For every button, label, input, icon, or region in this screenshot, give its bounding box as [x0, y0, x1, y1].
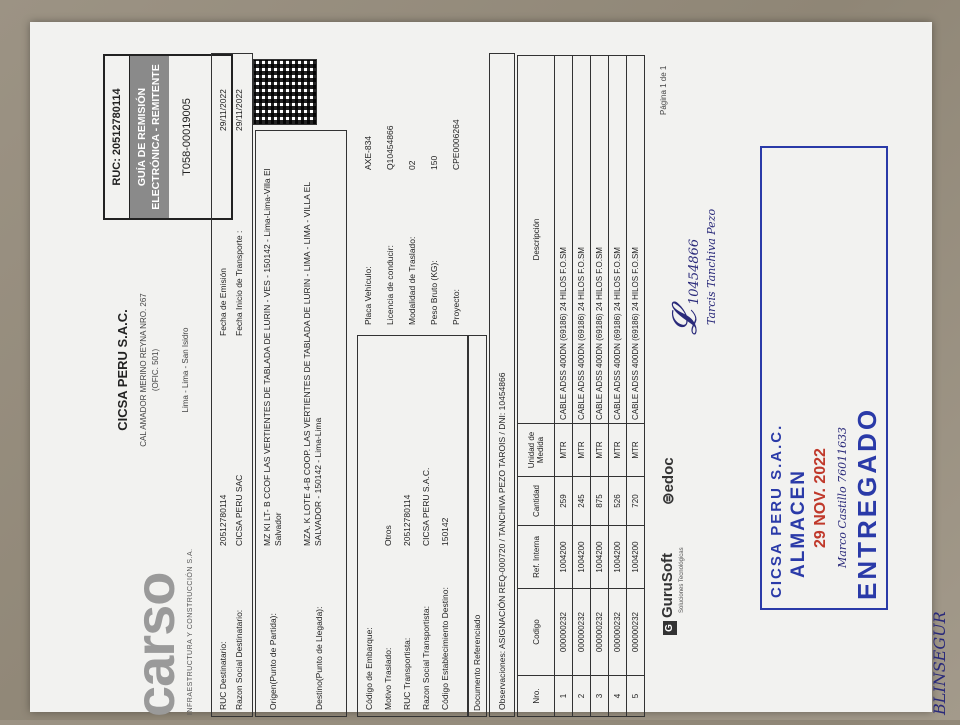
page-number: Página 1 de 1: [659, 65, 668, 115]
observaciones-text: Observaciones: ASIGNACIÓN REQ-000720 / TANCHIVA PEZO TAROIS / DNI: 10454866: [497, 372, 507, 710]
proyecto-label: Proyecto:: [451, 289, 461, 325]
razon-transportista-value: CICSA PERU S.A.C.: [421, 467, 431, 546]
table-row: [627, 56, 645, 717]
licencia-label: Licencia de conducir:: [385, 245, 395, 325]
stamp-company: CICSA PERU S.A.C.: [768, 423, 785, 598]
establecimiento-value: 150142: [440, 517, 450, 546]
gurusoft-icon: G: [663, 621, 677, 635]
stamp-person: Marco Castillo 76011633: [836, 426, 849, 568]
modalidad-value: 02: [407, 160, 417, 170]
ruc-number: RUC: 20512780114: [105, 56, 130, 218]
cell-ref: 1004200: [591, 526, 609, 589]
cell-ref: 1004200: [609, 526, 627, 589]
ruc-transportista-label: RUC Transportista:: [402, 637, 412, 710]
destinatario-box: [211, 53, 253, 717]
razon-destinatario-label: Razon Social Destinatario:: [234, 609, 244, 710]
licencia-value: Q10454866: [385, 125, 395, 170]
peso-value: 150: [429, 155, 439, 170]
stamp-date: 29 NOV. 2022: [812, 448, 829, 548]
document-type: GUÍA DE REMISIÓN ELECTRÓNICA - REMITENTE: [130, 56, 169, 218]
header-cantidad: Cantidad: [518, 477, 555, 526]
cell-descripcion: CABLE ADSS 400DN (69186) 24 HILOS F.O.SM: [555, 56, 573, 424]
gurusoft-text: GuruSoft: [659, 553, 676, 618]
modalidad-label: Modalidad de Traslado:: [407, 236, 417, 325]
address-line-1: CAL AMADOR MERINO REYNA NRO. 267: [139, 293, 148, 447]
razon-transportista-label: Razon Social Transportista:: [421, 606, 431, 710]
document-serie: T058-00019005: [181, 98, 194, 176]
cell-cantidad: 259: [555, 477, 573, 526]
edoc-logo: [659, 457, 677, 505]
table-row: [591, 56, 609, 717]
header-descripcion: Descripción: [518, 56, 555, 424]
documento-referenciado-label: Documento Referenciado: [472, 614, 482, 711]
handwritten-dni: 10454866: [687, 238, 702, 305]
docref-box: [467, 335, 487, 717]
qr-code: [253, 59, 317, 125]
entregado-stamp: [760, 150, 884, 600]
destino-value: MZA. K LOTE 4-B COOP. LAS VERTIENTES DE TABLADA DE LURIN - LIMA - LIMA - VILLA EL SALVADOR - 150142 - Lima-Lima: [302, 182, 324, 546]
cell-unidad: MTR: [609, 424, 627, 477]
cell-codigo: 000000232: [591, 589, 609, 676]
cell-codigo: 000000232: [627, 589, 645, 676]
cell-nro: 4: [609, 676, 627, 717]
embarque-label: Código de Embarque:: [364, 627, 374, 710]
cell-codigo: 000000232: [609, 589, 627, 676]
cell-descripcion: CABLE ADSS 400DN (69186) 24 HILOS F.O.SM: [573, 56, 591, 424]
peso-label: Peso Bruto (KG):: [429, 260, 439, 325]
ruc-destinatario-label: RUC Destinatario:: [218, 641, 228, 710]
company-logo: carso: [123, 572, 186, 717]
fecha-emision-label: Fecha de Emisión: [218, 267, 228, 336]
cell-unidad: MTR: [591, 424, 609, 477]
table-header-row: [518, 56, 555, 717]
header-nro: Nro.: [518, 676, 555, 717]
origen-value: MZ KI LT- B CCOF LAS VERTIENTES DE TABLADA DE LURIN - VES - 150142 - Lima-Lima-Villa El Salvador: [262, 168, 284, 546]
document-paper: [30, 22, 949, 717]
motivo-value: Otros: [383, 525, 393, 546]
logo-subtitle: INFRAESTRUCTURA Y CONSTRUCCIÓN S.A.: [187, 548, 194, 715]
address-line-2: (OFIC. 501): [151, 348, 160, 392]
cell-cantidad: 526: [609, 477, 627, 526]
signature-scribble: 𝓛: [665, 310, 705, 335]
observaciones-box: [489, 53, 515, 717]
cell-nro: 1: [555, 676, 573, 717]
cell-unidad: MTR: [555, 424, 573, 477]
proyecto-value: CPE0006264: [451, 119, 461, 170]
cell-cantidad: 875: [591, 477, 609, 526]
cell-unidad: MTR: [627, 424, 645, 477]
cell-codigo: 000000232: [573, 589, 591, 676]
establecimiento-label: Código Establecimiento Destino:: [440, 587, 450, 710]
gurusoft-logo: [659, 553, 677, 635]
handwritten-name: Tarcis Tanchiva Pezo: [705, 208, 718, 325]
transporte-box: [357, 335, 469, 717]
table-row: [555, 56, 573, 717]
placa-label: Placa Vehículo:: [363, 266, 373, 325]
cell-ref: 1004200: [573, 526, 591, 589]
razon-destinatario-value: CICSA PERU SAC: [234, 474, 244, 546]
origen-label: Origen(Punto de Partida):: [268, 613, 278, 710]
fecha-traslado-value: 29/11/2022: [234, 89, 244, 131]
header-unidad: Unidad de Medida: [518, 424, 555, 477]
cell-descripcion: CABLE ADSS 400DN (69186) 24 HILOS F.O.SM: [591, 56, 609, 424]
ruc-transportista-value: 20512780114: [402, 494, 412, 546]
cell-descripcion: CABLE ADSS 400DN (69186) 24 HILOS F.O.SM: [627, 56, 645, 424]
fecha-traslado-label: Fecha Inicio de Transporte :: [234, 230, 244, 336]
edoc-text: edoc: [660, 457, 677, 493]
items-table: [517, 55, 645, 717]
header-codigo: Codigo: [518, 589, 555, 676]
ruc-destinatario-value: 20512780114: [218, 494, 228, 546]
cell-cantidad: 720: [627, 477, 645, 526]
cell-unidad: MTR: [573, 424, 591, 477]
address-line-3: Lima - Lima - San Isidro: [181, 327, 190, 413]
company-name: CICSA PERU S.A.C.: [115, 309, 130, 431]
table-row: [609, 56, 627, 717]
edoc-icon: ⊜: [660, 492, 677, 505]
motivo-label: Motivo Traslado:: [383, 647, 393, 710]
destino-label: Destino(Punto de Llegada):: [314, 606, 324, 710]
fecha-emision-value: 29/11/2022: [218, 89, 228, 131]
cell-descripcion: CABLE ADSS 400DN (69186) 24 HILOS F.O.SM: [609, 56, 627, 424]
handwritten-blinsegur: BLINSEGUR: [930, 611, 949, 715]
cell-nro: 5: [627, 676, 645, 717]
cell-nro: 3: [591, 676, 609, 717]
cell-cantidad: 245: [573, 477, 591, 526]
gurusoft-subtitle: Soluciones Tecnológicas: [679, 547, 685, 613]
stamp-status: ENTREGADO: [852, 406, 882, 600]
cell-ref: 1004200: [555, 526, 573, 589]
table-row: [573, 56, 591, 717]
cell-nro: 2: [573, 676, 591, 717]
cell-ref: 1004200: [627, 526, 645, 589]
cell-codigo: 000000232: [555, 589, 573, 676]
header-ref-interna: Ref. Interna: [518, 526, 555, 589]
stamp-dept: ALMACEN: [788, 469, 809, 578]
origen-destino-box: [255, 130, 347, 717]
placa-value: AXE-834: [363, 135, 373, 170]
